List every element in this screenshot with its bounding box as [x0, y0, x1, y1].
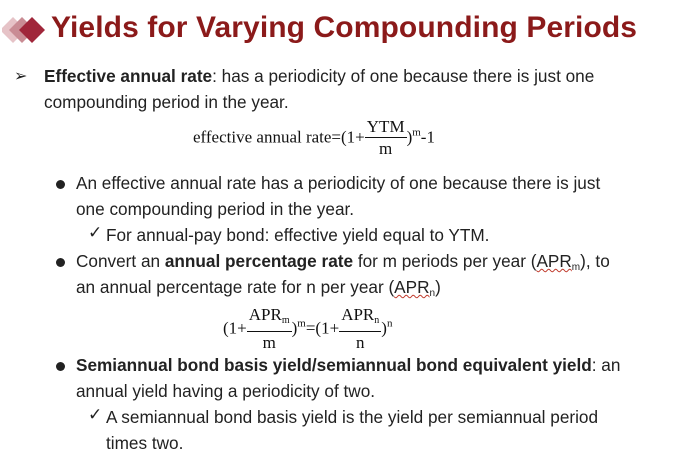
bullet2-term: annual percentage rate: [164, 251, 354, 271]
bullet2-line2: an annual percentage rate for n per year $(APR_n)$: [76, 277, 441, 299]
apr-conversion-formula: (1+ $\frac{APR_m}{m}$ )$^m$=(1+ $\frac{APR_n}{n}$ )$^n$: [223, 305, 393, 352]
bullet1-check: For annual-pay bond: effective yield equal to YTM.: [106, 225, 490, 245]
bullet1-line1: An effective annual rate has a periodicity of one because there is just: [76, 173, 601, 193]
bullet3-term: Semiannual bond basis yield/semiannual bond equivalent yield: [76, 355, 592, 375]
bullet3-check-line1: A semiannual bond basis yield is the yield per semiannual period: [106, 407, 599, 427]
apr-n-term: $APR_n$: [394, 277, 436, 299]
point1-line1: Effective annual rate: has a periodicity of one because there is just one: [44, 66, 595, 86]
apr-m-fraction: $\frac{APR_m}{m}$: [248, 305, 290, 352]
arrow-bullet-icon: ➢: [14, 68, 28, 85]
page-title: Yields for Varying Compounding Periods: [51, 11, 638, 44]
ytm-fraction: $\frac{\text{YTM}}{m}$: [366, 117, 405, 158]
check-icon: ✓: [88, 405, 103, 424]
bullet3-check-line2: times two.: [106, 433, 184, 453]
bullet-dot-icon: [56, 180, 65, 189]
bullet3-line1: Semiannual bond basis yield/semiannual bond equivalent yield: an: [76, 355, 621, 375]
bullet-dot-icon: [56, 258, 65, 267]
bullet-dot-icon: [56, 362, 65, 371]
point1-line2: compounding period in the year.: [44, 92, 289, 112]
diamond-logo-icon: [2, 17, 46, 43]
apr-m-term: $APR_m$: [536, 251, 581, 273]
bullet2-line1: Convert an annual percentage rate for m periods per year $(APR_m)$, to: [76, 251, 610, 273]
point1-term: Effective annual rate: [44, 66, 213, 86]
apr-n-fraction: $\frac{APR_n}{n}$: [341, 305, 380, 352]
bullet3-line2: annual yield having a periodicity of two.: [76, 381, 376, 401]
bullet1-line2: one compounding period in the year.: [76, 199, 355, 219]
check-icon: ✓: [88, 223, 103, 242]
effective-rate-formula: effective annual rate=(1+ $\frac{\text{YTM}}{m}$ )$^m$-1: [193, 117, 435, 158]
